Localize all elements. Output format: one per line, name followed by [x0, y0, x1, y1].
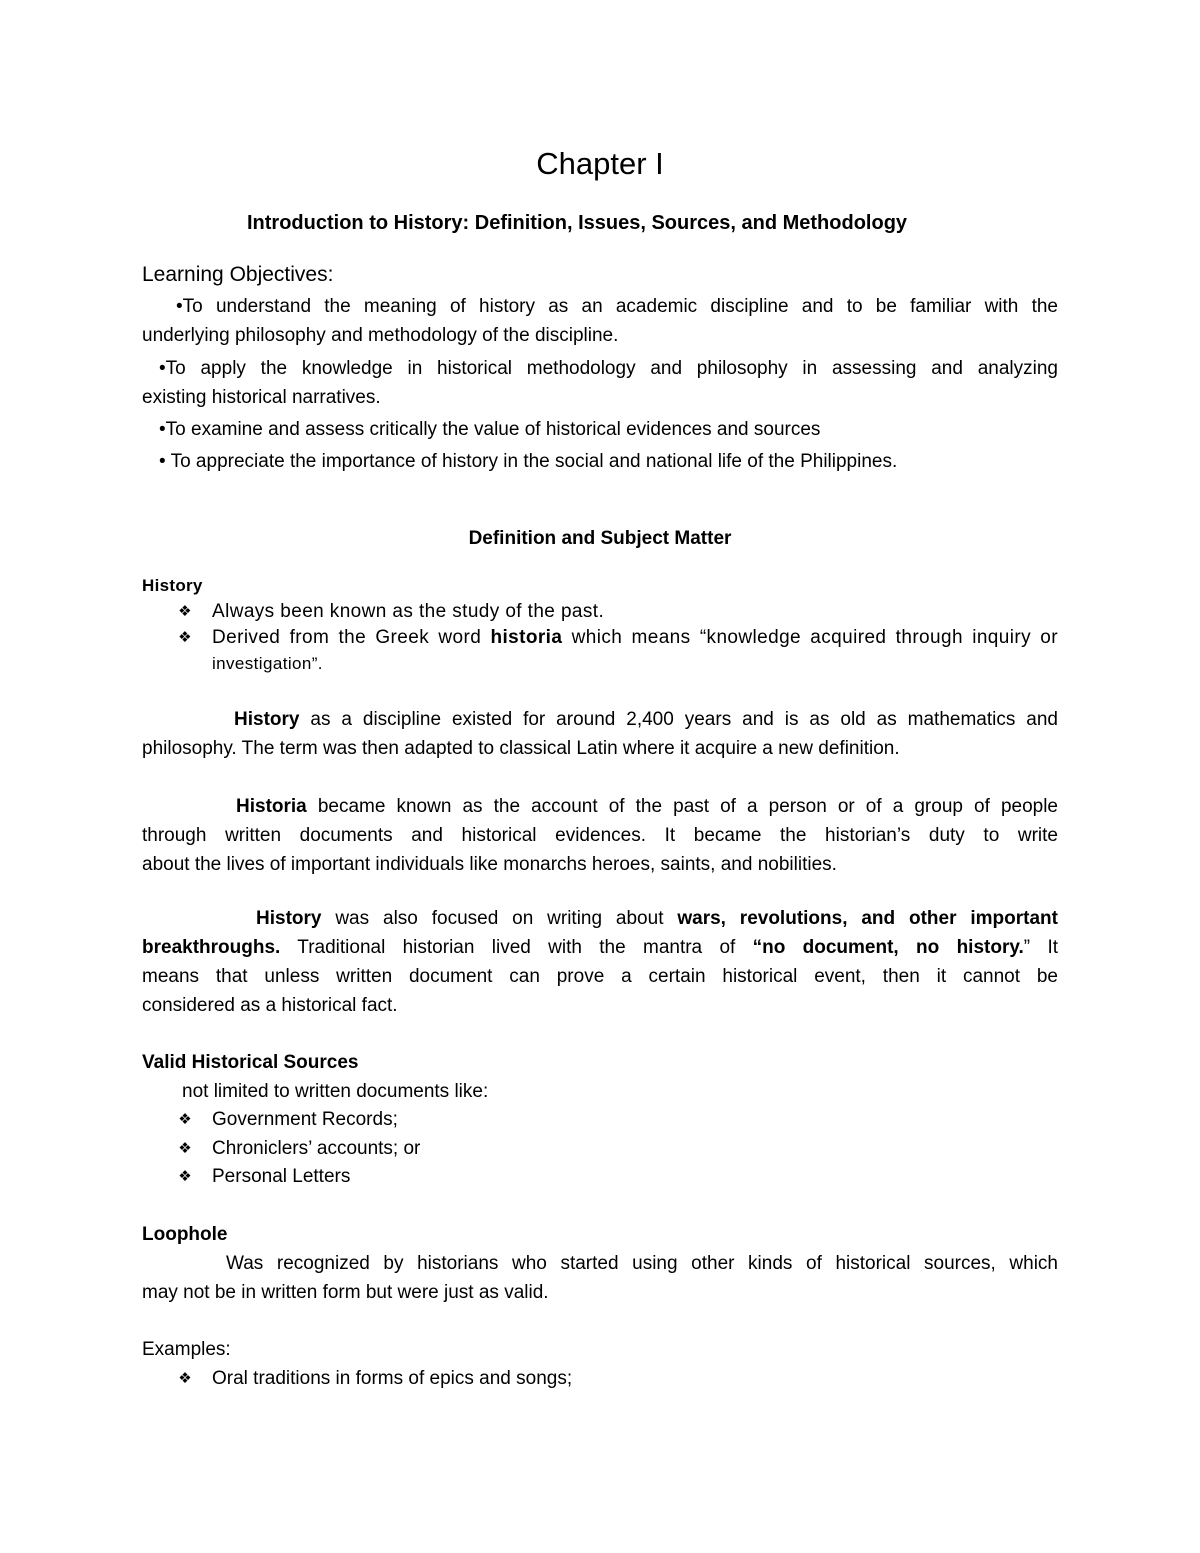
diamond-bullet-icon: ❖ — [178, 1111, 192, 1128]
document-page: Chapter I Introduction to History: Definition, Issues, Sources, and Methodology Learning Objectives: •To understand the meaning of history as an academic discipline and to be familiar with the underlying philosophy and methodology of the discipline. •To apply the knowledge in historical methodology and philosophy in assessing and analyzing existing historical narratives. •To examine and assess critically the value of historical evidences and sources • To appreciate the importance of history in the social and national life of the Philippines. Definition and Subject Matter History ❖ Always been known as the study of the past. ❖ Derived from the Greek word historia which means “knowledge acquired through inquiry or investigation”. History as a discipline existed for around 2,400 years and is as old as mathematics and philosophy. The term was then adapted to classical Latin where it acquire a new definition. Historia became known as the account of the past of a person or of a group of people through written documents and historical evidences. It became the historian’s duty to write about the lives of important individuals like monarchs heroes, saints, and nobilities. History was also focused on writing about wars, revolutions, and other important breakthroughs. Traditional historian lived with the mantra of “no document, no history.” It means that unless written document can prove a certain historical event, then it cannot be considered as a historical fact. Valid Historical Sources not limited to written documents like: ❖ Government Records; ❖ Chroniclers’ accounts; or ❖ Personal Letters Loophole Was recognized by historians who started using other kinds of historical sources, which may not be in written form but were just as valid. Examples: ❖ Oral traditions in forms of epics and songs; — [142, 146, 1059, 1389]
paragraph-2-line-2: through written documents and historical evidences. It became the historian’s duty to write — [142, 825, 1058, 846]
objective-3: •To examine and assess critically the value of historical evidences and sources — [159, 419, 821, 440]
paragraph-2-line-1: Historia became known as the account of the past of a person or of a group of people — [236, 796, 1058, 817]
loophole-line-2: may not be in written form but were just as valid. — [142, 1282, 549, 1303]
history-term: History — [142, 576, 203, 595]
valid-sources-intro: not limited to written documents like: — [182, 1081, 489, 1102]
diamond-bullet-icon: ❖ — [178, 1370, 192, 1387]
loophole-line-1: Was recognized by historians who started using other kinds of historical sources, which — [226, 1253, 1058, 1274]
paragraph-3-line-1: History was also focused on writing about wars, revolutions, and other important — [256, 908, 1058, 929]
loophole-heading: Loophole — [142, 1224, 228, 1245]
paragraph-1-line-2: philosophy. The term was then adapted to classical Latin where it acquire a new definition. — [142, 738, 900, 759]
valid-sources-heading: Valid Historical Sources — [142, 1052, 359, 1073]
chapter-title: Chapter I — [536, 146, 664, 181]
diamond-bullet-icon: ❖ — [178, 1140, 192, 1157]
definition-bullet-2-line-2: investigation”. — [212, 654, 323, 673]
definition-heading: Definition and Subject Matter — [468, 528, 732, 549]
learning-objectives-heading: Learning Objectives: — [142, 263, 334, 286]
objective-4: • To appreciate the importance of history in the social and national life of the Philippines. — [159, 451, 898, 472]
paragraph-1-line-1: History as a discipline existed for around 2,400 years and is as old as mathematics and — [234, 709, 1058, 730]
diamond-bullet-icon: ❖ — [178, 603, 192, 620]
examples-heading: Examples: — [142, 1339, 231, 1360]
objective-1-line-2: underlying philosophy and methodology of the discipline. — [142, 325, 619, 346]
paragraph-3-line-4: considered as a historical fact. — [142, 995, 398, 1016]
paragraph-3-line-3: means that unless written document can prove a certain historical event, then it cannot be — [142, 966, 1058, 987]
objective-2-line-1: •To apply the knowledge in historical methodology and philosophy in assessing and analyzing — [159, 358, 1058, 379]
diamond-bullet-icon: ❖ — [178, 1168, 192, 1185]
paragraph-2-line-3: about the lives of important individuals like monarchs heroes, saints, and nobilities. — [142, 854, 837, 875]
paragraph-3-line-2: breakthroughs. Traditional historian lived with the mantra of “no document, no history.” It — [142, 937, 1059, 958]
diamond-bullet-icon: ❖ — [178, 629, 192, 646]
chapter-subtitle: Introduction to History: Definition, Issues, Sources, and Methodology — [247, 212, 908, 234]
objective-1-line-1: •To understand the meaning of history as an academic discipline and to be familiar with the — [176, 296, 1058, 317]
objective-2-line-2: existing historical narratives. — [142, 387, 381, 408]
